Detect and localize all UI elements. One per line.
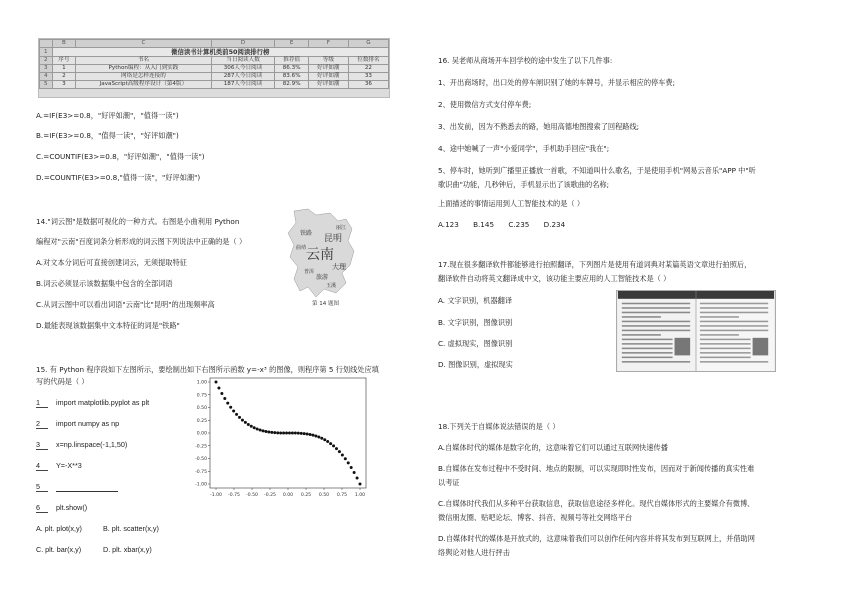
data-point — [232, 410, 235, 413]
code-text: x=np.linspace(-1,1,50) — [56, 440, 128, 449]
cubic-scatter-chart — [190, 376, 370, 500]
data-point — [332, 444, 335, 447]
q16-option-c: C.235 — [508, 220, 530, 229]
code-line-number: 1 — [36, 398, 48, 408]
data-point — [264, 430, 267, 433]
cell: 33 — [348, 73, 388, 81]
data-point — [273, 431, 276, 434]
q18-option-a: A.自媒体时代的媒体是数字化的，这意味着它们可以通过互联网快速传播 — [438, 443, 668, 452]
cell: 3 — [52, 81, 76, 89]
text-line — [700, 325, 768, 327]
q13-option-a: A.=IF(E3>=0.8，"好评如潮"，"值得一读") — [36, 111, 179, 120]
photo-translation-image — [616, 290, 776, 372]
row-number: 5 — [40, 81, 53, 89]
q16-options — [438, 220, 577, 229]
cloud-word: 玉溪 — [326, 283, 337, 289]
code-line-number: 3 — [36, 440, 48, 450]
text-line — [700, 312, 768, 314]
data-point — [320, 437, 323, 440]
col-letter: F — [308, 40, 348, 48]
q17-option-c: C. 虚拟现实，图像识别 — [438, 339, 513, 348]
data-point — [311, 434, 314, 437]
y-tick-label: 0.50 — [196, 406, 207, 412]
q13-option-b: B.=IF(E3>=0.8，"值得一读"，"好评如潮") — [36, 131, 179, 140]
x-tick-label: 0.00 — [282, 493, 294, 498]
data-point — [244, 421, 247, 424]
cloud-word: 大理 — [332, 263, 346, 271]
col-letter — [40, 40, 53, 48]
q18-option-b-cont: 以考证 — [438, 478, 460, 487]
text-line — [622, 307, 690, 309]
cell: 187人今日阅读 — [211, 81, 275, 89]
text-line — [700, 361, 768, 363]
cell: 好评如潮 — [308, 73, 348, 81]
q16-option-d: D.234 — [543, 220, 566, 229]
data-point — [329, 442, 332, 445]
q14-option-a: A.对文本分词后可直接创建词云，无须提取特征 — [36, 258, 187, 267]
code-line — [36, 503, 87, 513]
data-point — [341, 453, 344, 456]
data-point — [241, 419, 244, 422]
row-number: 2 — [40, 57, 53, 65]
data-point — [303, 432, 306, 435]
q13-option-c: C.=COUNTIF(E3>=0.8，"好评如潮"，"值得一读") — [36, 152, 205, 161]
code-line — [36, 461, 82, 471]
cell: 36 — [348, 81, 388, 89]
y-tick-label: 0.75 — [196, 393, 207, 399]
cell: 好评如潮 — [308, 65, 348, 73]
header-cell: 序号 — [52, 57, 76, 65]
data-point — [226, 402, 229, 405]
col-letter: C — [76, 40, 211, 48]
data-point — [282, 431, 285, 434]
header-cell: 书名 — [76, 57, 211, 65]
word-cloud-image — [286, 207, 358, 299]
q16-item: 4、途中她喊了一声"小爱同学"，手机助手回应"我在"; — [438, 144, 610, 153]
text-line — [700, 321, 768, 323]
data-point — [259, 429, 262, 432]
q15-option-c: C. plt. bar(x,y) — [36, 545, 82, 554]
y-tick-label: 0.00 — [196, 431, 207, 437]
x-tick-label: -1.00 — [210, 493, 222, 498]
cloud-word: 曲靖 — [296, 245, 307, 251]
q15-option-b: B. plt. scatter(x,y) — [103, 524, 159, 533]
cell: 好评如潮 — [308, 81, 348, 89]
q14-option-d: D.最能表现该数据集中文本特征的词是"铁路" — [36, 321, 180, 330]
data-point — [256, 427, 259, 430]
cell: 306人今日阅读 — [211, 65, 275, 73]
q16-item: 2、使用微信方式支付停车费; — [438, 100, 532, 109]
data-point — [359, 483, 362, 486]
cell: 82.9% — [275, 81, 308, 89]
code-line-number: 2 — [36, 419, 48, 429]
code-text: import matplotlib.pyplot as plt — [56, 398, 150, 407]
row-number: 1 — [40, 48, 53, 57]
code-text: import numpy as np — [56, 419, 120, 428]
data-point — [253, 426, 256, 429]
cell: 86.3% — [275, 65, 308, 73]
data-point — [314, 434, 317, 437]
q16-item: 歌识曲"功能，几秒钟后，手机显示出了该歌曲的名称; — [438, 180, 610, 189]
cloud-word: 旅游 — [316, 274, 329, 281]
text-line — [622, 339, 673, 341]
q16-question: 上面描述的事情运用到人工智能技术的是（ ） — [438, 199, 585, 208]
code-line — [36, 482, 118, 492]
text-line — [622, 348, 673, 350]
y-tick-label: 1.00 — [196, 380, 207, 386]
text-line — [700, 316, 739, 318]
q15-stem-line2: 写的代码是（ ） — [36, 377, 89, 386]
x-tick-label: -0.50 — [246, 493, 258, 498]
data-point — [300, 432, 303, 435]
cell: 2 — [52, 73, 76, 81]
data-point — [238, 416, 241, 419]
cloud-word: 铁路 — [300, 230, 313, 237]
data-point — [344, 457, 347, 460]
q15-stem-line1: 15. 有 Python 程序段如下左图所示，要绘制出如下右图所示函数 y=-x³ 的图像，则程序第 5 行划线处应填 — [36, 365, 379, 374]
data-point — [326, 440, 329, 443]
data-point — [288, 432, 291, 435]
q14-option-b: B.词云必须显示该数据集中包含的全部词语 — [36, 279, 173, 288]
text-line — [622, 330, 690, 332]
col-letter: G — [348, 40, 388, 48]
code-line-number: 4 — [36, 461, 48, 471]
q16-option-a: A.123 — [438, 220, 459, 229]
code-blank — [56, 484, 118, 492]
q18-option-d: D.自媒体时代的媒体是开放式的，这意味着我们可以创作任何内容并将其发布到互联网上，并借助网 — [438, 534, 755, 543]
q17-stem-line2: 翻译软件自动将英文翻译成中文，该功能主要应用的人工智能技术是（ ） — [438, 274, 671, 283]
col-letter: B — [52, 40, 76, 48]
x-tick-label: 0.25 — [300, 493, 312, 498]
data-point — [279, 431, 282, 434]
text-line — [700, 343, 751, 345]
text-line — [622, 357, 673, 359]
text-line — [700, 330, 768, 332]
text-line — [622, 352, 673, 354]
text-line — [622, 303, 690, 305]
header-cell: 等级 — [308, 57, 348, 65]
text-line — [700, 352, 751, 354]
y-tick-label: -0.25 — [195, 444, 207, 450]
data-point — [262, 429, 265, 432]
q16-option-b: B.145 — [473, 220, 495, 229]
code-line-number: 6 — [36, 503, 48, 513]
header-cell: 推荐值 — [275, 57, 308, 65]
table-row — [40, 73, 389, 81]
cell: 1 — [52, 65, 76, 73]
data-point — [220, 392, 223, 395]
code-line — [36, 440, 127, 450]
text-line — [700, 357, 751, 359]
data-point — [353, 471, 356, 474]
q16-item: 3、出发前，因为不熟悉去的路，她用高德地图搜索了回程路线; — [438, 122, 640, 131]
text-line — [700, 339, 751, 341]
data-point — [347, 461, 350, 464]
col-letter: E — [275, 40, 308, 48]
spreadsheet-table — [39, 39, 389, 89]
cell: 22 — [348, 65, 388, 73]
q15-option-a: A. plt. plot(x,y) — [36, 524, 82, 533]
x-tick-label: 0.75 — [336, 493, 348, 498]
code-text: plt.show() — [56, 503, 88, 512]
text-line — [622, 334, 661, 336]
data-point — [270, 431, 273, 434]
x-tick-label: -0.25 — [264, 493, 276, 498]
q16-item: 5、停车时，她听到广播里正播放一首歌，不知道叫什么歌名，于是使用手机"网易云音乐"APP 中"听 — [438, 166, 756, 175]
data-point — [229, 406, 232, 409]
text-line — [622, 321, 690, 323]
code-text: Y=-X**3 — [56, 461, 82, 470]
q17-stem-line1: 17.现在很多翻译软件都能够进行拍照翻译，下列图片是使用有道词典对某篇英语文章进行拍照后， — [438, 260, 752, 269]
text-line — [700, 348, 751, 350]
cloud-word: 云南 — [306, 247, 334, 263]
cell: 83.6% — [275, 73, 308, 81]
q17-option-a: A. 文字识别，机器翻译 — [438, 296, 513, 305]
q14-stem-line1: 14."词云图"是数据可视化的一种方式。右图是小曲利用 Python — [36, 217, 240, 226]
cloud-word: 昆明 — [324, 234, 343, 244]
text-line — [622, 312, 690, 314]
q14-option-c: C.从词云图中可以看出词语"云南"比"昆明"的出现频率高 — [36, 300, 215, 309]
cell: 网络是怎样连接的 — [76, 73, 211, 81]
q16-item: 1、开出商场时，出口处的停车闸识别了她的车牌号，并显示相应的停车费; — [438, 78, 675, 87]
text-line — [622, 316, 661, 318]
data-point — [356, 477, 359, 480]
data-point — [223, 397, 226, 400]
text-line — [700, 303, 768, 305]
row-number: 3 — [40, 65, 53, 73]
col-letter: D — [211, 40, 275, 48]
q18-option-b: B.自媒体在发布过程中不受时间、地点的限制，可以实现即时性发布，因而对于新闻传播的真实性难 — [438, 464, 755, 473]
header-cell: 位数排名 — [348, 57, 388, 65]
q18-option-d-cont: 络舆论对他人进行抨击 — [438, 548, 510, 557]
x-tick-label: 0.50 — [318, 493, 330, 498]
data-point — [317, 436, 320, 439]
cell: JavaScript高级程序设计（第4版） — [76, 81, 211, 89]
table-row — [40, 81, 389, 89]
q14-stem-line2: 编程对"云南"百度词条分析形成的词云图下列说法中正确的是（ ） — [36, 237, 247, 246]
header-cell: 当日阅读人数 — [211, 57, 275, 65]
data-point — [306, 432, 309, 435]
table-row — [40, 65, 389, 73]
code-line — [36, 419, 119, 429]
x-tick-label: 1.00 — [354, 493, 366, 498]
cloud-word: 普洱 — [304, 269, 315, 275]
data-point — [217, 386, 220, 389]
q18-option-c: C.自媒体时代我们从多种平台获取信息，获取信息途径多样化。现代自媒体形式的主要媒介有微博、 — [438, 499, 755, 508]
data-point — [215, 381, 218, 384]
data-point — [335, 447, 338, 450]
text-line — [622, 361, 690, 363]
spreadsheet-image — [38, 38, 390, 98]
code-line — [36, 398, 149, 408]
data-point — [250, 425, 253, 428]
q16-intro: 16. 吴老师从商场开车回学校的途中发生了以下几件事: — [438, 56, 613, 65]
y-tick-label: 0.25 — [196, 418, 207, 424]
data-point — [235, 413, 238, 416]
text-line — [622, 343, 673, 345]
q15-option-d: D. plt. xbar(x,y) — [103, 545, 152, 554]
q18-option-c-cont: 微信朋友圈、贴吧论坛、博客、抖音、视频号等社交网络平台 — [438, 513, 633, 522]
q18-title: 18.下列关于自媒体说法错误的是（ ） — [438, 422, 560, 431]
cloud-word: 丽江 — [336, 225, 347, 231]
data-point — [297, 432, 300, 435]
data-point — [247, 423, 250, 426]
data-point — [267, 431, 270, 434]
x-tick-label: -0.75 — [228, 493, 240, 498]
data-point — [291, 432, 294, 435]
data-point — [309, 433, 312, 436]
sheet-title: 微信读书计算机类前50阅读排行榜 — [52, 48, 388, 57]
data-point — [323, 438, 326, 441]
q17-option-b: B. 文字识别，图像识别 — [438, 318, 513, 327]
code-line-number: 5 — [36, 482, 48, 492]
q17-option-d: D. 图像识别，虚拟现实 — [438, 360, 513, 369]
cell: Python编程：从入门到实践 — [76, 65, 211, 73]
data-point — [294, 432, 297, 435]
data-point — [350, 466, 353, 469]
data-point — [276, 431, 279, 434]
cell: 287人今日阅读 — [211, 73, 275, 81]
row-number: 4 — [40, 73, 53, 81]
data-point — [338, 450, 341, 453]
text-line — [700, 307, 768, 309]
q13-option-d: D.=COUNTIF(E3>=0.8,"值得一读"，"好评如潮") — [36, 173, 201, 182]
text-line — [700, 334, 739, 336]
y-tick-label: -1.00 — [195, 482, 207, 488]
y-tick-label: -0.75 — [195, 469, 207, 475]
word-cloud-caption: 第 14 题图 — [312, 301, 339, 307]
text-line — [622, 325, 690, 327]
y-tick-label: -0.50 — [195, 457, 207, 463]
data-point — [285, 431, 288, 434]
